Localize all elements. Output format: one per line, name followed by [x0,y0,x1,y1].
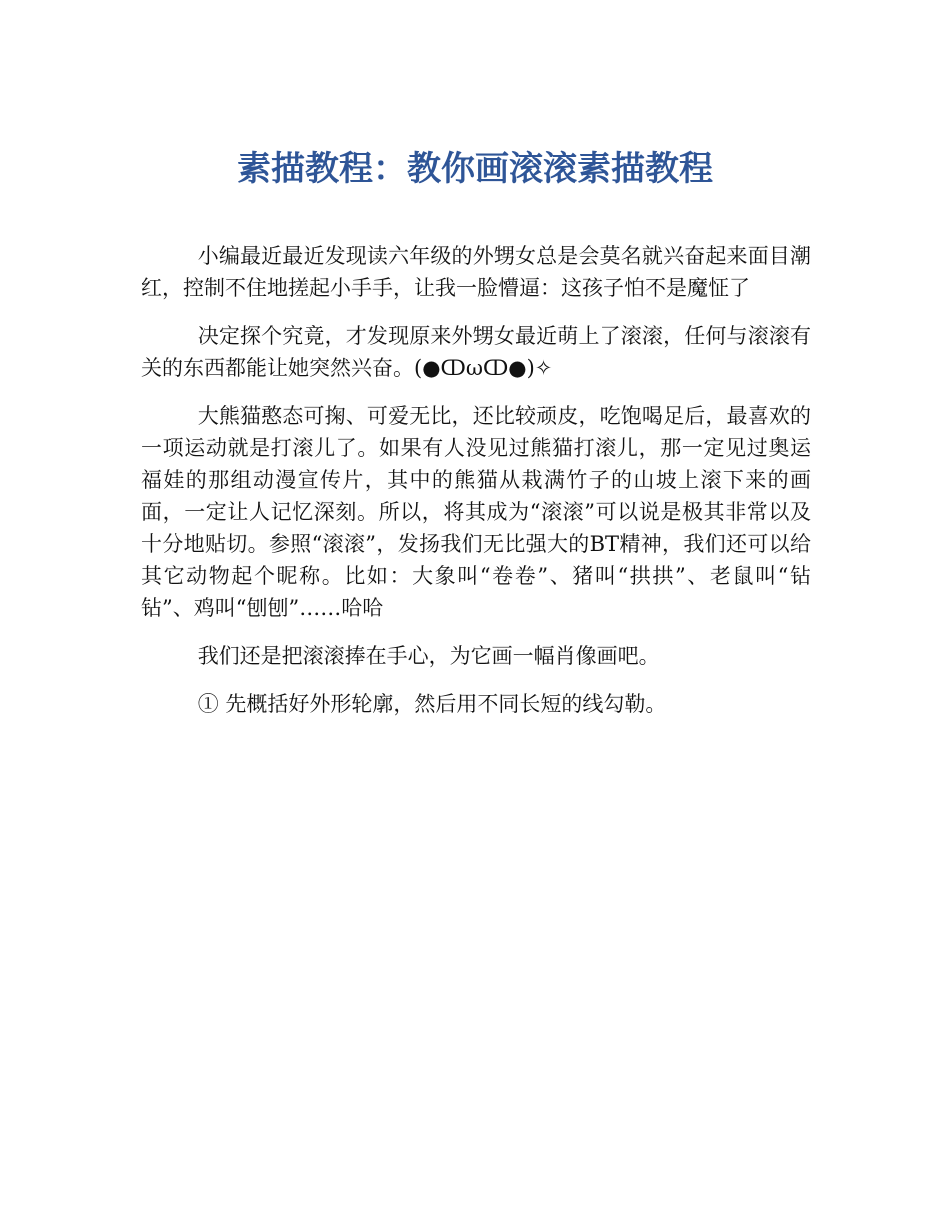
paragraph-step-1: ① 先概括好外形轮廓，然后用不同长短的线勾勒。 [197,692,667,716]
paragraph-portrait: 我们还是把滚滚捧在手心，为它画一幅肖像画吧。 [197,644,660,668]
page-title: 素描教程：教你画滚滚素描教程 [237,149,713,189]
paragraph-discovery: 决定探个究竟，才发现原来外甥女最近萌上了滚滚，任何与滚滚有关的东西都能让她突然兴奋。(●ↀωↀ●)✧ [141,324,811,380]
article-body [141,240,811,736]
paragraph-panda-description: 大熊猫憨态可掬、可爱无比，还比较顽皮，吃饱喝足后，最喜欢的一项运动就是打滚儿了。如果有人没见过熊猫打滚儿，那一定见过奥运福娃的那组动漫宣传片，其中的熊猫从栽满竹子的山坡上滚下来的画面，一定让人记忆深刻。所以，将其成为“滚滚”可以说是极其非常以及十分地贴切。参照“滚滚”，发扬我们无比强大的BT精神，我们还可以给其它动物起个昵称。比如：大象叫“卷卷”、猪叫“拱拱”、老鼠叫“钻钻”、鸡叫“刨刨”……哈哈 [141,404,811,620]
paragraph-intro: 小编最近最近发现读六年级的外甥女总是会莫名就兴奋起来面目潮红，控制不住地搓起小手手，让我一脸懵逼：这孩子怕不是魔怔了 [141,244,811,300]
